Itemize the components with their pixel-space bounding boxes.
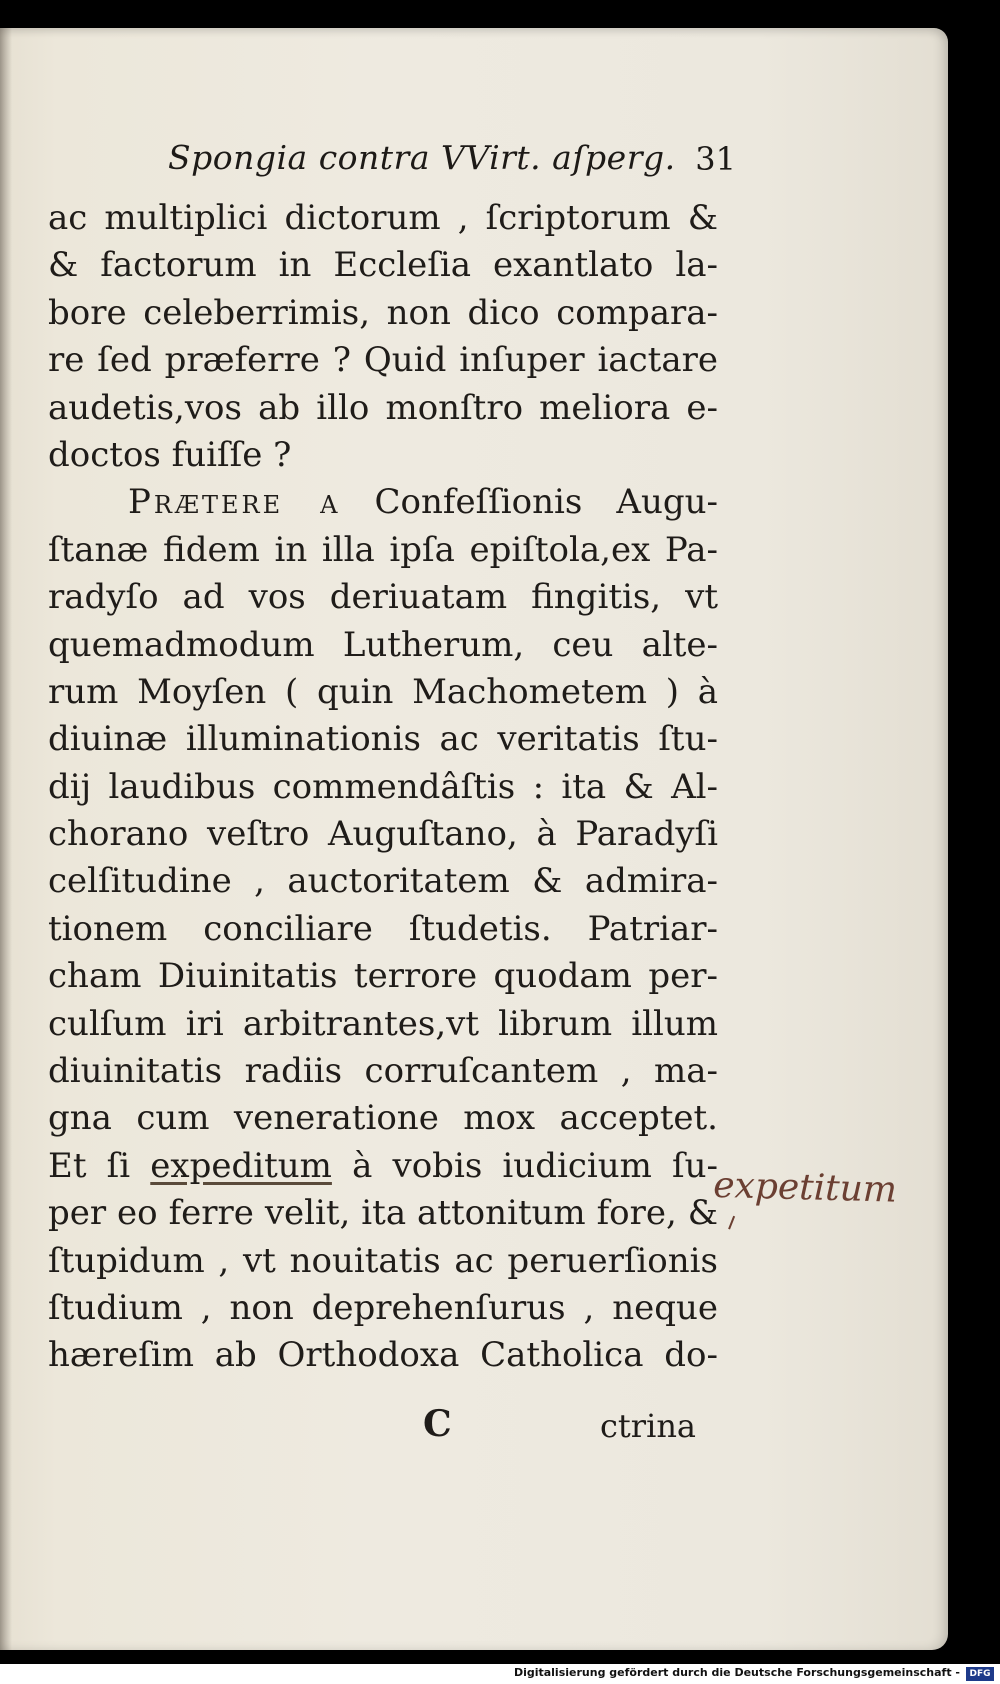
digitization-credit: Digitalisierung gefördert durch die Deutsche Forschungsgemeinschaft - [513, 1666, 960, 1679]
text-line: celſitudine , auctoritatem & admira- [48, 861, 718, 902]
underlined-word: expeditum [150, 1145, 332, 1186]
signature-mark: C [423, 1403, 452, 1445]
text-line: rum Moyſen ( quin Machometem ) à [48, 671, 718, 712]
paragraph-start-line [48, 479, 718, 526]
text-line: gna cum veneratione mox acceptet. [48, 1098, 718, 1139]
text-line: ſtanæ fidem in illa ipſa epiſtola,ex Pa- [48, 529, 718, 570]
text-line: ſtupidum , vt nouitatis ac peruerſionis [48, 1240, 718, 1281]
text-span: à vobis iudicium ſu- [352, 1145, 719, 1186]
page-number: 31 [695, 140, 736, 178]
page-gutter-shadow [0, 28, 12, 1650]
handwritten-marginal-note [712, 1165, 953, 1231]
dfg-logo: DFG [966, 1667, 994, 1681]
text-line: chorano veſtro Auguſtano, à Paradyſi [48, 814, 718, 855]
text-span: Et ſi [48, 1145, 131, 1186]
running-title: Spongia contra VVirt. aſperg. [168, 138, 676, 177]
marginal-note-text: expetitum [712, 1164, 898, 1211]
text-line: culſum iri arbitrantes,vt librum illum [48, 1003, 718, 1044]
text-line: ſtudium , non deprehenſurus , neque [48, 1287, 718, 1328]
page-footer [48, 1403, 696, 1453]
text-line: re ſed præferre ? Quid inſuper iactare [48, 340, 718, 381]
body-text [48, 195, 718, 1380]
digitization-footer [0, 1664, 1000, 1684]
text-line: doctos fuiſſe ? [48, 434, 292, 475]
text-line: hæreſim ab Orthodoxa Catholica do- [48, 1335, 718, 1376]
catchword: ctrina [600, 1407, 696, 1445]
text-line: dij laudibus commendâſtis : ita & Al- [48, 766, 718, 807]
text-line: bore celeberrimis, non dico compara- [48, 292, 718, 333]
text-line: & factorum in Eccleſia exantlato la- [48, 245, 718, 286]
text-span: Confeſſionis Augu- [374, 482, 718, 523]
initial-word: Prætere a [128, 482, 341, 523]
text-line: cham Diuinitatis terrore quodam per- [48, 956, 718, 997]
text-line: diuinitatis radiis corruſcantem , ma- [48, 1051, 718, 1092]
text-line: audetis,vos ab illo monſtro meliora e- [48, 387, 718, 428]
annotated-line [48, 1143, 718, 1190]
text-line: ac multiplici dictorum , ſcriptorum & [48, 198, 718, 238]
text-line: radyſo ad vos deriuatam fingitis, vt [48, 577, 718, 618]
text-line: diuinæ illuminationis ac veritatis ſtu- [48, 719, 718, 760]
text-line: per eo ferre velit, ita attonitum fore, & [48, 1193, 718, 1234]
page-header [168, 138, 748, 188]
text-line: quemadmodum Lutherum, ceu alte- [48, 624, 718, 665]
text-line: tionem conciliare ſtudetis. Patriar- [48, 908, 718, 949]
